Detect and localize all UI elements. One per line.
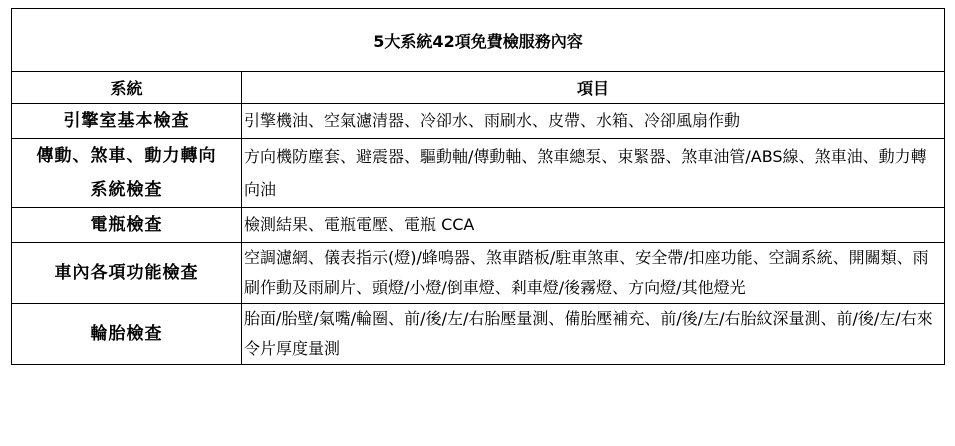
- items-cell-drivetrain: 方向機防塵套、避震器、驅動軸/傳動軸、煞車總泵、束緊器、煞車油管/ABS線、煞車油、動力轉向油: [242, 139, 945, 208]
- service-table: [11, 8, 945, 365]
- table-row: [12, 208, 945, 243]
- items-cell-engine: 引擎機油、空氣濾清器、冷卻水、雨刷水、皮帶、水箱、冷卻風扇作動: [242, 104, 945, 139]
- system-cell-battery: 電瓶檢查: [12, 208, 242, 243]
- system-cell-interior: 車內各項功能檢查: [12, 243, 242, 304]
- header-row: [12, 72, 945, 104]
- table-row: [12, 139, 945, 208]
- header-items: 項目: [242, 72, 945, 104]
- table-row: [12, 243, 945, 304]
- items-cell-battery: 檢測結果、電瓶電壓、電瓶 CCA: [242, 208, 945, 243]
- items-cell-tires: 胎面/胎壁/氣嘴/輪圈、前/後/左/右胎壓量測、備胎壓補充、前/後/左/右胎紋深量測、前/後/左/右來令片厚度量測: [242, 304, 945, 365]
- table-row: [12, 304, 945, 365]
- table-row: [12, 104, 945, 139]
- title-row: [12, 9, 945, 72]
- system-cell-drivetrain: [12, 139, 242, 208]
- table-title: 5大系統42項免費檢服務內容: [12, 9, 945, 72]
- system-cell-engine: 引擎室基本檢查: [12, 104, 242, 139]
- system-cell-tires: 輪胎檢查: [12, 304, 242, 365]
- system-cell-drivetrain-line2: 系統檢查: [90, 180, 163, 200]
- system-cell-drivetrain-line1: 傳動、煞車、動力轉向: [36, 146, 217, 166]
- header-system: 系統: [12, 72, 242, 104]
- service-table-container: [11, 8, 944, 365]
- items-cell-interior: 空調濾網、儀表指示(燈)/蜂鳴器、煞車踏板/駐車煞車、安全帶/扣座功能、空調系統、開關類、雨刷作動及雨刷片、頭燈/小燈/倒車燈、剎車燈/後霧燈、方向燈/其他燈光: [242, 243, 945, 304]
